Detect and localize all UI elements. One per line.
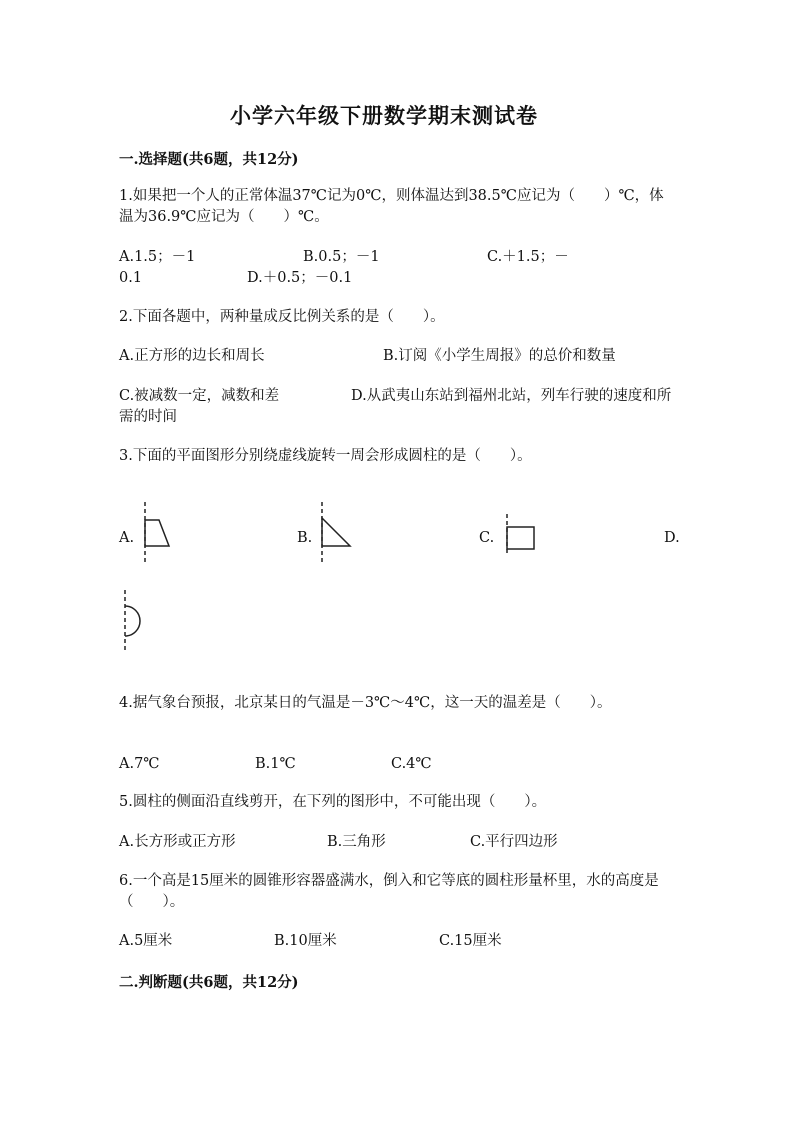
question-3-option-c: C.: [479, 530, 495, 546]
question-6-option-c: C.15厘米: [439, 933, 502, 949]
question-2-option-d: D.从武夷山东站到福州北站，列车行驶的速度和所需的时间: [119, 388, 672, 425]
question-3-option-a: A.: [119, 530, 135, 546]
page-title: 小学六年级下册数学期末测试卷: [230, 103, 538, 128]
figure-c-rectangle: [497, 512, 539, 558]
question-1-option-d: D.＋0.5；－0.1: [247, 270, 353, 286]
question-5-stem: 5.圆柱的侧面沿直线剪开，在下列的图形中，不可能出现（ ）。: [119, 794, 547, 810]
question-1-option-b: B.0.5；－1: [303, 249, 380, 265]
question-1-option-c-cont: 0.1: [119, 270, 143, 286]
question-5-option-b: B.三角形: [327, 834, 386, 850]
figure-a-trapezoid: [135, 500, 175, 564]
question-2-option-b: B.订阅《小学生周报》的总价和数量: [383, 348, 616, 364]
question-6-stem: 6.一个高是15厘米的圆锥形容器盛满水，倒入和它等底的圆柱形量杯里，水的高度是（ ）。: [119, 873, 659, 910]
question-4-stem: 4.据气象台预报，北京某日的气温是－3℃～4℃，这一天的温差是（ ）。: [119, 695, 612, 711]
figure-b-right-triangle: [312, 500, 356, 564]
question-5-option-a: A.长方形或正方形: [119, 834, 236, 850]
question-3-option-b: B.: [297, 530, 313, 546]
question-2-option-c: C.被减数一定，减数和差: [119, 388, 280, 404]
question-2-option-a: A.正方形的边长和周长: [119, 348, 265, 364]
question-1-option-a: A.1.5；－1: [119, 249, 196, 265]
question-1-option-c: C.＋1.5；－: [487, 249, 569, 265]
section-heading-choice: 一.选择题(共6题，共12分): [119, 151, 299, 168]
question-4-option-b: B.1℃: [255, 756, 296, 772]
question-6-option-a: A.5厘米: [119, 933, 173, 949]
question-5-option-c: C.平行四边形: [470, 834, 558, 850]
figure-d-semicircle: [114, 588, 150, 654]
question-1-stem: 1.如果把一个人的正常体温37℃记为0℃，则体温达到38.5℃应记为（ ）℃，体温为36.9℃应记为（ ）℃。: [119, 188, 664, 225]
question-4-option-a: A.7℃: [119, 756, 160, 772]
question-6-option-b: B.10厘米: [274, 933, 337, 949]
question-4-option-c: C.4℃: [391, 756, 432, 772]
question-2-stem: 2.下面各题中，两种量成反比例关系的是（ ）。: [119, 309, 445, 325]
question-3-stem: 3.下面的平面图形分别绕虚线旋转一周会形成圆柱的是（ ）。: [119, 448, 532, 464]
section-heading-true-false: 二.判断题(共6题，共12分): [119, 974, 299, 991]
question-3-option-d: D.: [664, 530, 680, 546]
